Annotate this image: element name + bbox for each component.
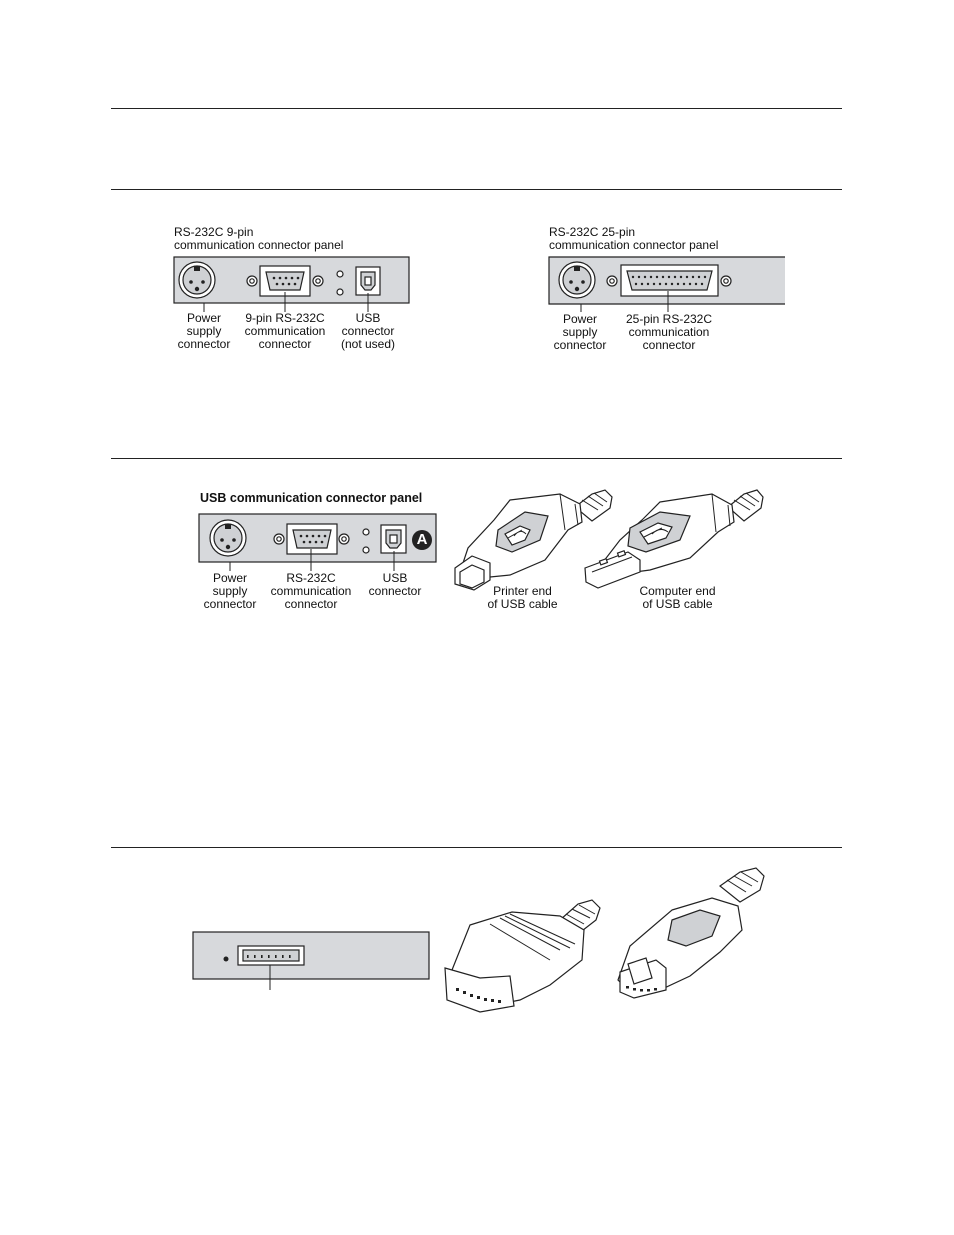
usb-panel-serial-label: RS-232C communication connector bbox=[270, 571, 352, 611]
panel9-serial-label: 9-pin RS-232C communication connector bbox=[244, 311, 326, 351]
computer-end-label: Computer end of USB cable bbox=[639, 584, 716, 611]
panel25-title: RS-232C 25-pin communication connector panel bbox=[549, 225, 719, 252]
callout-a-label: A bbox=[416, 531, 428, 548]
panel25-serial-label: 25-pin RS-232C communication connector bbox=[625, 312, 713, 352]
panel25-power-label: Power supply connector bbox=[553, 312, 607, 352]
powered-plug-icon bbox=[618, 868, 764, 998]
usb-panel-title: USB communication connector panel bbox=[200, 491, 423, 505]
panel9-title: RS-232C 9-pin communication connector panel bbox=[174, 225, 344, 252]
panel9-usb-label: USB connector (not used) bbox=[340, 311, 396, 351]
panel9-power-label: Power supply connector bbox=[177, 311, 231, 351]
printer-end-label: Printer end of USB cable bbox=[487, 584, 558, 611]
usb-panel-power-label: Power supply connector bbox=[203, 571, 257, 611]
flat-plug-icon bbox=[445, 900, 600, 1012]
ribbon-connector-icon bbox=[238, 946, 304, 965]
usb-panel-usb-label: USB connector bbox=[368, 571, 422, 598]
